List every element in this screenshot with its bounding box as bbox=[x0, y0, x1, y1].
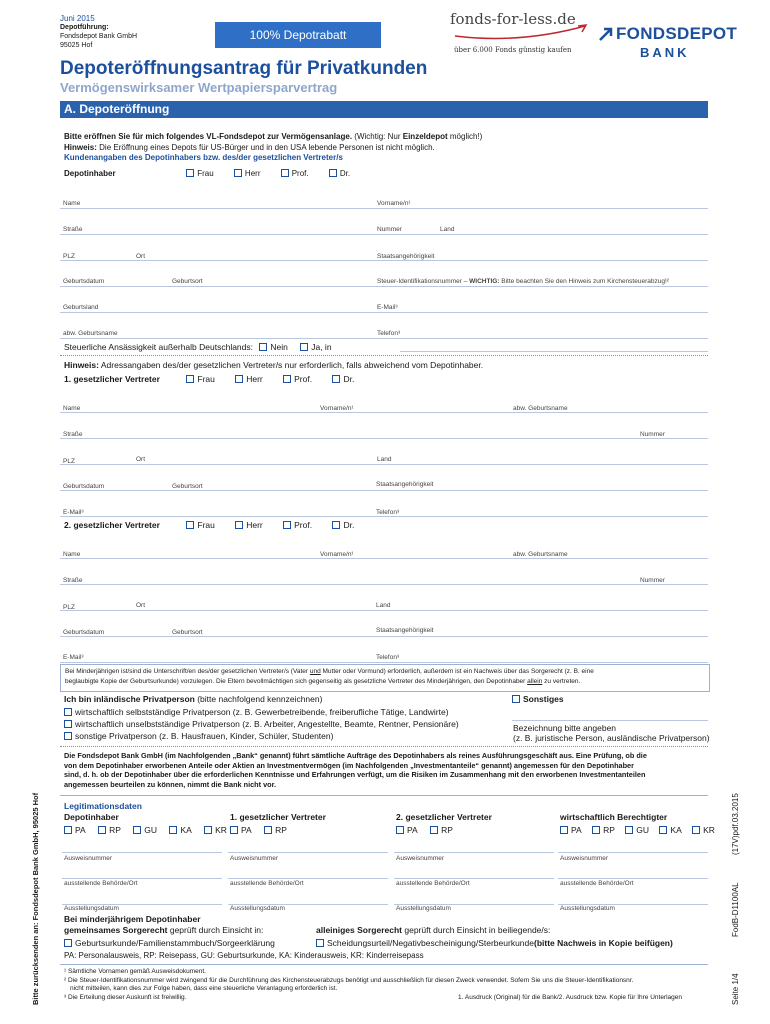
privat-title-bold: Ich bin inländische Privatperson bbox=[64, 694, 195, 704]
c1-pa-checkbox[interactable] bbox=[64, 826, 72, 834]
datum-label-4: Ausstellungsdatum bbox=[560, 905, 615, 912]
steuer-c: Bitte beachten Sie den Hinweis zum Kirchensteuerabzug!² bbox=[501, 278, 669, 285]
c1-kr: KR bbox=[215, 825, 227, 835]
legit-datum-4[interactable] bbox=[558, 890, 708, 905]
bank-text-4: angemessen beurteilen zu können, nimmt die Bank nicht vor. bbox=[64, 779, 277, 789]
minor-b: Mutter oder Vormund) erforderlich, außerdem ist ein Nachweis über das Sorgerecht (z. B. eine bbox=[322, 668, 594, 675]
checkbox-dr[interactable] bbox=[329, 169, 337, 177]
hinweis2-label: Hinweis: bbox=[64, 360, 99, 370]
v1-label-plz: PLZ bbox=[63, 458, 75, 465]
c4-rp: RP bbox=[603, 825, 615, 835]
vertreter1-title: 1. gesetzlicher Vertreter bbox=[64, 374, 160, 384]
legit-datum-2[interactable] bbox=[228, 890, 388, 905]
c4-kr-checkbox[interactable] bbox=[692, 826, 700, 834]
minor-note bbox=[60, 664, 710, 692]
bank-name: Fondsdepot Bank GmbH bbox=[60, 33, 138, 40]
ausweis-label-3: Ausweisnummer bbox=[396, 855, 445, 862]
c2-pa: PA bbox=[241, 825, 252, 835]
depotinhaber-title: Depotinhaber bbox=[64, 169, 116, 178]
v2-label-plz: PLZ bbox=[63, 604, 75, 611]
privat-label-1: wirtschaftlich selbstständige Privatperson (z. B. Gewerbetreibende, freiberufliche Tätige, Landwirte) bbox=[75, 707, 449, 717]
v1-checkbox-frau[interactable] bbox=[186, 375, 194, 383]
sonstiges-field[interactable] bbox=[512, 704, 708, 721]
sorgerecht-opt1 bbox=[60, 938, 275, 948]
gemeinsam-rest: geprüft durch Einsicht in: bbox=[169, 925, 264, 935]
label-vorname: Vorname/n¹ bbox=[377, 200, 411, 207]
v1-label-geburtsdatum: Geburtsdatum bbox=[63, 483, 105, 490]
c1-ka: KA bbox=[180, 825, 192, 835]
c2-rp: RP bbox=[275, 825, 287, 835]
sonstiges-label: Sonstiges bbox=[523, 694, 564, 704]
v2-label-ort: Ort bbox=[136, 602, 146, 609]
c4-kr: KR bbox=[703, 825, 715, 835]
checkbox-prof[interactable] bbox=[281, 169, 289, 177]
v2-label-name: Name bbox=[63, 551, 81, 558]
side-form-id: FodB-D1100AL bbox=[731, 882, 740, 937]
v1-strasse-field[interactable] bbox=[60, 414, 708, 439]
ffl-logo-text: fonds-for-less.de bbox=[450, 10, 576, 28]
v2-label-vorname: Vorname/n¹ bbox=[320, 551, 354, 558]
vertreter2-row bbox=[64, 520, 354, 530]
sonstiges-row bbox=[508, 694, 564, 704]
sonstiges-checkbox[interactable] bbox=[512, 695, 520, 703]
footnote-2: ² Die Steuer-Identifikationsnummer wird zwingend für die Durchführung des Kirchensteuerabzugs benötigt und ausschließlich für diesen Zweck verwendet. Sofern Sie uns die Steuer-Identifikationsnr. bbox=[64, 976, 634, 984]
label-abw-geburtsname: abw. Geburtsname bbox=[63, 330, 118, 337]
c1-gu: GU bbox=[144, 825, 158, 835]
behoerde-label-4: ausstellende Behörde/Ort bbox=[560, 880, 634, 887]
privat-title bbox=[64, 694, 322, 704]
label-plz: PLZ bbox=[63, 253, 75, 260]
sorge-checkbox-2[interactable] bbox=[316, 939, 324, 947]
privat-opt-1 bbox=[60, 707, 449, 717]
ausweis-label-2: Ausweisnummer bbox=[230, 855, 279, 862]
v1-label-telefon: Telefon³ bbox=[376, 509, 400, 516]
legit-behoerde-1[interactable] bbox=[62, 864, 222, 879]
label-herr: Herr bbox=[244, 169, 261, 178]
side-return-address: Bitte zurücksenden an: Fondsdepot Bank GmbH, 95025 Hof bbox=[31, 792, 40, 1005]
label-ort: Ort bbox=[136, 253, 146, 260]
bank-text-3: sind, d. h. ob der Depotinhaber über die erforderlichen Kenntnisse und Erfahrungen verfügt, um die Risiken im Zusammenhang mit den erworbenen Investmentanteilen bbox=[64, 770, 646, 779]
label-frau: Frau bbox=[197, 169, 214, 178]
v2-checkbox-frau[interactable] bbox=[186, 521, 194, 529]
legit-behoerde-2[interactable] bbox=[228, 864, 388, 879]
promo-button[interactable]: 100% Depotrabatt bbox=[215, 22, 381, 48]
depotfuehrung-label: Depotführung: bbox=[60, 24, 109, 31]
v2-label-telefon: Telefon³ bbox=[376, 654, 400, 661]
v1-checkbox-herr[interactable] bbox=[235, 375, 243, 383]
legit-datum-3[interactable] bbox=[394, 890, 554, 905]
legit-col-1 bbox=[64, 812, 227, 835]
label-strasse: Straße bbox=[63, 226, 83, 233]
footnote-3: ³ Die Erteilung dieser Auskunft ist freiwillig. bbox=[64, 993, 187, 1001]
label-nummer: Nummer bbox=[377, 226, 402, 233]
gemeinsam-bold: gemeinsames Sorgerecht bbox=[64, 925, 168, 935]
legend: PA: Personalausweis, RP: Reisepass, GU: Geburtsurkunde, KA: Kinderausweis, KR: Kinderreisepass bbox=[64, 951, 424, 960]
v1-label-abw: abw. Geburtsname bbox=[513, 405, 568, 412]
legitimation-title: Legitimationsdaten bbox=[64, 801, 142, 811]
label-email: E-Mail³ bbox=[377, 304, 398, 311]
bank-city: 95025 Hof bbox=[60, 42, 93, 49]
label-geburtsdatum: Geburtsdatum bbox=[63, 278, 105, 285]
v2-checkbox-dr[interactable] bbox=[332, 521, 340, 529]
v1-label-ort: Ort bbox=[136, 456, 146, 463]
steuerlich-label: Steuerliche Ansässigkeit außerhalb Deutschlands: bbox=[64, 342, 253, 352]
label-steuer-id bbox=[377, 278, 669, 285]
c2-rp-checkbox[interactable] bbox=[264, 826, 272, 834]
c4-ka-checkbox[interactable] bbox=[659, 826, 667, 834]
c4-ka: KA bbox=[670, 825, 682, 835]
v2-name-field[interactable] bbox=[60, 534, 708, 559]
c3-pa-checkbox[interactable] bbox=[396, 826, 404, 834]
c1-ka-checkbox[interactable] bbox=[169, 826, 177, 834]
v2-label-staat: Staatsangehörigkeit bbox=[376, 627, 434, 634]
v1-label-email: E-Mail³ bbox=[63, 509, 84, 516]
c3-pa: PA bbox=[407, 825, 418, 835]
minor-c: beglaubigte Kopie der Geburtsurkunde) vorzulegen. Die Eltern bevollmächtigen sich gegenseitig als gesetzliche Vertreter des Minderjährigen, den Depotinhaber bbox=[65, 678, 526, 685]
v2-label-email: E-Mail³ bbox=[63, 654, 84, 661]
c2-pa-checkbox[interactable] bbox=[230, 826, 238, 834]
bank-text-1: Die Fondsdepot Bank GmbH (im Nachfolgenden „Bank“ genannt) führt sämtliche Aufträge des Depotinhabers als reines Ausführungsgeschäft aus. Eine Prüfung, ob die bbox=[64, 751, 647, 760]
legit-col-4 bbox=[560, 812, 715, 835]
steuerlich-land-field[interactable] bbox=[400, 340, 708, 352]
legit-ausweis-2[interactable] bbox=[228, 838, 388, 853]
datum-label-2: Ausstellungsdatum bbox=[230, 905, 285, 912]
minor-d: zu vertreten. bbox=[544, 678, 581, 685]
v2-label-strasse: Straße bbox=[63, 577, 83, 584]
footnote-2b: nicht mitteilen, kann dies zur Folge haben, dass eine steuerliche Veranlagung erforderlich ist. bbox=[70, 985, 338, 992]
legit-head-4: wirtschaftlich Berechtigter bbox=[560, 812, 668, 822]
kundenangaben: Kundenangaben des Depotinhabers bzw. des/der gesetzlichen Vertreter/s bbox=[64, 153, 343, 162]
steuerlich-row bbox=[64, 342, 332, 352]
privat-checkbox-2[interactable] bbox=[64, 720, 72, 728]
legit-opts-2 bbox=[226, 825, 390, 835]
minor-note-line1 bbox=[65, 667, 705, 677]
c1-kr-checkbox[interactable] bbox=[204, 826, 212, 834]
ffl-logo bbox=[450, 10, 590, 58]
sorge-label-2: Scheidungsurteil/Negativbescheinigung/Sterbeurkunde bbox=[327, 938, 534, 948]
c1-rp: RP bbox=[109, 825, 121, 835]
bezeichnung: Bezeichnung bitte angeben bbox=[513, 723, 617, 733]
intro-d: möglich!) bbox=[449, 132, 483, 141]
intro-line1 bbox=[64, 132, 482, 141]
checkbox-ja[interactable] bbox=[300, 343, 308, 351]
c1-pa: PA bbox=[75, 825, 86, 835]
privat-opt-3 bbox=[60, 731, 333, 741]
checkbox-herr[interactable] bbox=[234, 169, 242, 177]
page-title: Depoteröffnungsantrag für Privatkunden bbox=[60, 58, 428, 79]
header-meta bbox=[60, 14, 137, 50]
legit-head-2: 1. gesetzlicher Vertreter bbox=[230, 812, 326, 822]
v2-label-land: Land bbox=[376, 602, 391, 609]
intro-b: (Wichtig: Nur bbox=[354, 132, 401, 141]
v1-label-prof: Prof. bbox=[294, 374, 313, 384]
legitimation-border bbox=[60, 795, 708, 796]
side-page: Seite 1/4 bbox=[731, 973, 740, 1005]
ffl-tagline: über 6.000 Fonds günstig kaufen bbox=[454, 46, 572, 54]
label-nein: Nein bbox=[270, 342, 288, 352]
checkbox-frau[interactable] bbox=[186, 169, 194, 177]
label-prof: Prof. bbox=[291, 169, 309, 178]
footnote-1: ¹ Sämtliche Vornamen gemäß Ausweisdokument. bbox=[64, 968, 206, 975]
v1-checkbox-prof[interactable] bbox=[283, 375, 291, 383]
intro-hinweis bbox=[64, 143, 435, 152]
side-version: (17V)pdf.03.2015 bbox=[731, 793, 740, 855]
v1-label-geburtsort: Geburtsort bbox=[172, 483, 203, 490]
v1-label-dr: Dr. bbox=[343, 374, 355, 384]
privat-checkbox-3[interactable] bbox=[64, 732, 72, 740]
page-subtitle: Vermögenswirksamer Wertpapiersparvertrag bbox=[60, 80, 338, 95]
v2-label-abw: abw. Geburtsname bbox=[513, 551, 568, 558]
sorge-label-1: Geburtsurkunde/Familienstammbuch/Sorgeerklärung bbox=[75, 938, 275, 948]
separator-2 bbox=[60, 746, 708, 747]
c4-gu: GU bbox=[636, 825, 650, 835]
c4-rp-checkbox[interactable] bbox=[592, 826, 600, 834]
legit-ausweis-1[interactable] bbox=[62, 838, 222, 853]
legit-opts-4 bbox=[556, 825, 715, 835]
c3-rp: RP bbox=[441, 825, 453, 835]
v1-label-herr: Herr bbox=[246, 374, 263, 384]
privat-title-hint: (bitte nachfolgend kennzeichnen) bbox=[197, 694, 323, 704]
logo-arrow-icon bbox=[598, 26, 614, 42]
datum-label-3: Ausstellungsdatum bbox=[396, 905, 451, 912]
label-ja: Ja, in bbox=[311, 342, 332, 352]
steuer-a: Steuer-Identifikationsnummer – bbox=[377, 278, 468, 285]
v1-checkbox-dr[interactable] bbox=[332, 375, 340, 383]
hinweis2-row bbox=[64, 360, 483, 370]
minor-allein: allein bbox=[527, 678, 543, 685]
hinweis-label: Hinweis: bbox=[64, 143, 97, 152]
label-dr: Dr. bbox=[339, 169, 351, 178]
ausdruck: 1. Ausdruck (Original) für die Bank/2. Ausdruck bzw. Kopie für Ihre Unterlagen bbox=[458, 994, 683, 1001]
c4-pa: PA bbox=[571, 825, 582, 835]
v1-label-frau: Frau bbox=[197, 374, 215, 384]
sorgerecht-opt2 bbox=[312, 938, 673, 948]
intro-c: Einzeldepot bbox=[402, 132, 448, 141]
behoerde-label-1: ausstellende Behörde/Ort bbox=[64, 880, 138, 887]
behoerde-label-3: ausstellende Behörde/Ort bbox=[396, 880, 470, 887]
legit-behoerde-4[interactable] bbox=[558, 864, 708, 879]
label-name: Name bbox=[63, 200, 81, 207]
datum-label-1: Ausstellungsdatum bbox=[64, 905, 119, 912]
legit-col-3 bbox=[396, 812, 556, 835]
label-geburtsland: Geburtsland bbox=[63, 304, 99, 311]
c1-gu-checkbox[interactable] bbox=[133, 826, 141, 834]
bank-disclaimer bbox=[64, 751, 708, 789]
v2-strasse-field[interactable] bbox=[60, 560, 708, 585]
steuer-b: WICHTIG: bbox=[469, 278, 500, 285]
v2-checkbox-herr[interactable] bbox=[235, 521, 243, 529]
sorge-label-2-bold: (bitte Nachweis in Kopie beifügen) bbox=[533, 938, 673, 948]
v2-label-frau: Frau bbox=[197, 520, 215, 530]
legit-ausweis-3[interactable] bbox=[394, 838, 554, 853]
v1-name-field[interactable] bbox=[60, 388, 708, 413]
minor-und: und bbox=[309, 668, 321, 675]
privat-label-2: wirtschaftlich unselbstständige Privatperson (z. B. Arbeiter, Angestellte, Beamte, Rentner, Pensionäre) bbox=[75, 719, 459, 729]
c3-rp-checkbox[interactable] bbox=[430, 826, 438, 834]
logo-line2: BANK bbox=[640, 45, 690, 60]
legit-head-1: Depotinhaber bbox=[64, 812, 119, 822]
v2-label-geburtsort: Geburtsort bbox=[172, 629, 203, 636]
sorgerecht-line1: Bei minderjährigem Depotinhaber bbox=[64, 914, 201, 924]
v1-label-name: Name bbox=[63, 405, 81, 412]
ausweis-label-1: Ausweisnummer bbox=[64, 855, 113, 862]
allein-bold: alleiniges Sorgerecht bbox=[316, 925, 402, 935]
intro-a: Bitte eröffnen Sie für mich folgendes VL-Fondsdepot zur Vermögensanlage. bbox=[64, 132, 353, 141]
sorge-checkbox-1[interactable] bbox=[64, 939, 72, 947]
label-telefon: Telefon³ bbox=[377, 330, 401, 337]
v1-label-land: Land bbox=[377, 456, 392, 463]
hinweis-text: Die Eröffnung eines Depots für US-Bürger und in den USA lebende Personen ist nicht möglich. bbox=[99, 143, 435, 152]
v2-label-prof: Prof. bbox=[294, 520, 313, 530]
hinweis2-text: Adressangaben des/der gesetzlichen Vertreter/s nur erforderlich, falls abweichend vom Depotinhaber. bbox=[100, 360, 484, 370]
depotinhaber-row bbox=[64, 169, 350, 178]
legit-datum-1[interactable] bbox=[62, 890, 222, 905]
v1-label-nummer: Nummer bbox=[640, 431, 665, 438]
bank-text-2: von dem Depotinhaber erworbenen Anteile oder Aktien an Investmentvermögen (im Nachfolgenden „Investmentanteile“ genannt) angemessen für den Depotinhaber bbox=[64, 760, 634, 770]
label-geburtsort: Geburtsort bbox=[172, 278, 203, 285]
allein-rest: geprüft durch Einsicht in beiliegende/s: bbox=[404, 925, 551, 935]
v2-checkbox-prof[interactable] bbox=[283, 521, 291, 529]
legit-opts-3 bbox=[392, 825, 556, 835]
legit-ausweis-4[interactable] bbox=[558, 838, 708, 853]
ausweis-label-4: Ausweisnummer bbox=[560, 855, 609, 862]
sorgerecht-allein bbox=[316, 925, 550, 935]
v2-label-nummer: Nummer bbox=[640, 577, 665, 584]
c4-pa-checkbox[interactable] bbox=[560, 826, 568, 834]
legit-behoerde-3[interactable] bbox=[394, 864, 554, 879]
privat-checkbox-1[interactable] bbox=[64, 708, 72, 716]
legit-head-3: 2. gesetzlicher Vertreter bbox=[396, 812, 492, 822]
vertreter2-title: 2. gesetzlicher Vertreter bbox=[64, 520, 160, 530]
date: Juni 2015 bbox=[60, 14, 95, 23]
logo-line1: FONDSDEPOT bbox=[616, 24, 738, 43]
privat-label-3: sonstige Privatperson (z. B. Hausfrauen, Kinder, Schüler, Studenten) bbox=[75, 731, 334, 741]
c1-rp-checkbox[interactable] bbox=[98, 826, 106, 834]
ffl-swoosh-icon bbox=[450, 24, 590, 44]
minor-note-line2 bbox=[65, 677, 705, 687]
v1-label-staat: Staatsangehörigkeit bbox=[376, 481, 434, 488]
section-a-bar bbox=[60, 101, 708, 118]
separator bbox=[60, 355, 708, 356]
v2-label-geburtsdatum: Geburtsdatum bbox=[63, 629, 105, 636]
v2-label-herr: Herr bbox=[246, 520, 263, 530]
legit-col-2 bbox=[230, 812, 390, 835]
minor-a: Bei Minderjährigen ist/sind die Unterschrift/en des/der gesetzlichen Vertreter/s (Vater bbox=[65, 668, 309, 675]
fondsdepot-bank-logo bbox=[598, 20, 748, 60]
legit-opts-1 bbox=[60, 825, 227, 835]
privat-opt-2 bbox=[60, 719, 459, 729]
label-land: Land bbox=[440, 226, 455, 233]
v1-label-vorname: Vorname/n¹ bbox=[320, 405, 354, 412]
v2-label-dr: Dr. bbox=[343, 520, 355, 530]
vertreter1-row bbox=[64, 374, 354, 384]
v1-label-strasse: Straße bbox=[63, 431, 83, 438]
bezeichnung-hint: (z. B. juristische Person, ausländische Privatperson) bbox=[513, 733, 710, 743]
footnote-border bbox=[60, 964, 708, 965]
sorgerecht-gemeinsam bbox=[64, 925, 263, 935]
c4-gu-checkbox[interactable] bbox=[625, 826, 633, 834]
label-staat: Staatsangehörigkeit bbox=[377, 253, 435, 260]
behoerde-label-2: ausstellende Behörde/Ort bbox=[230, 880, 304, 887]
section-a-title: A. Depoteröffnung bbox=[64, 102, 170, 116]
checkbox-nein[interactable] bbox=[259, 343, 267, 351]
